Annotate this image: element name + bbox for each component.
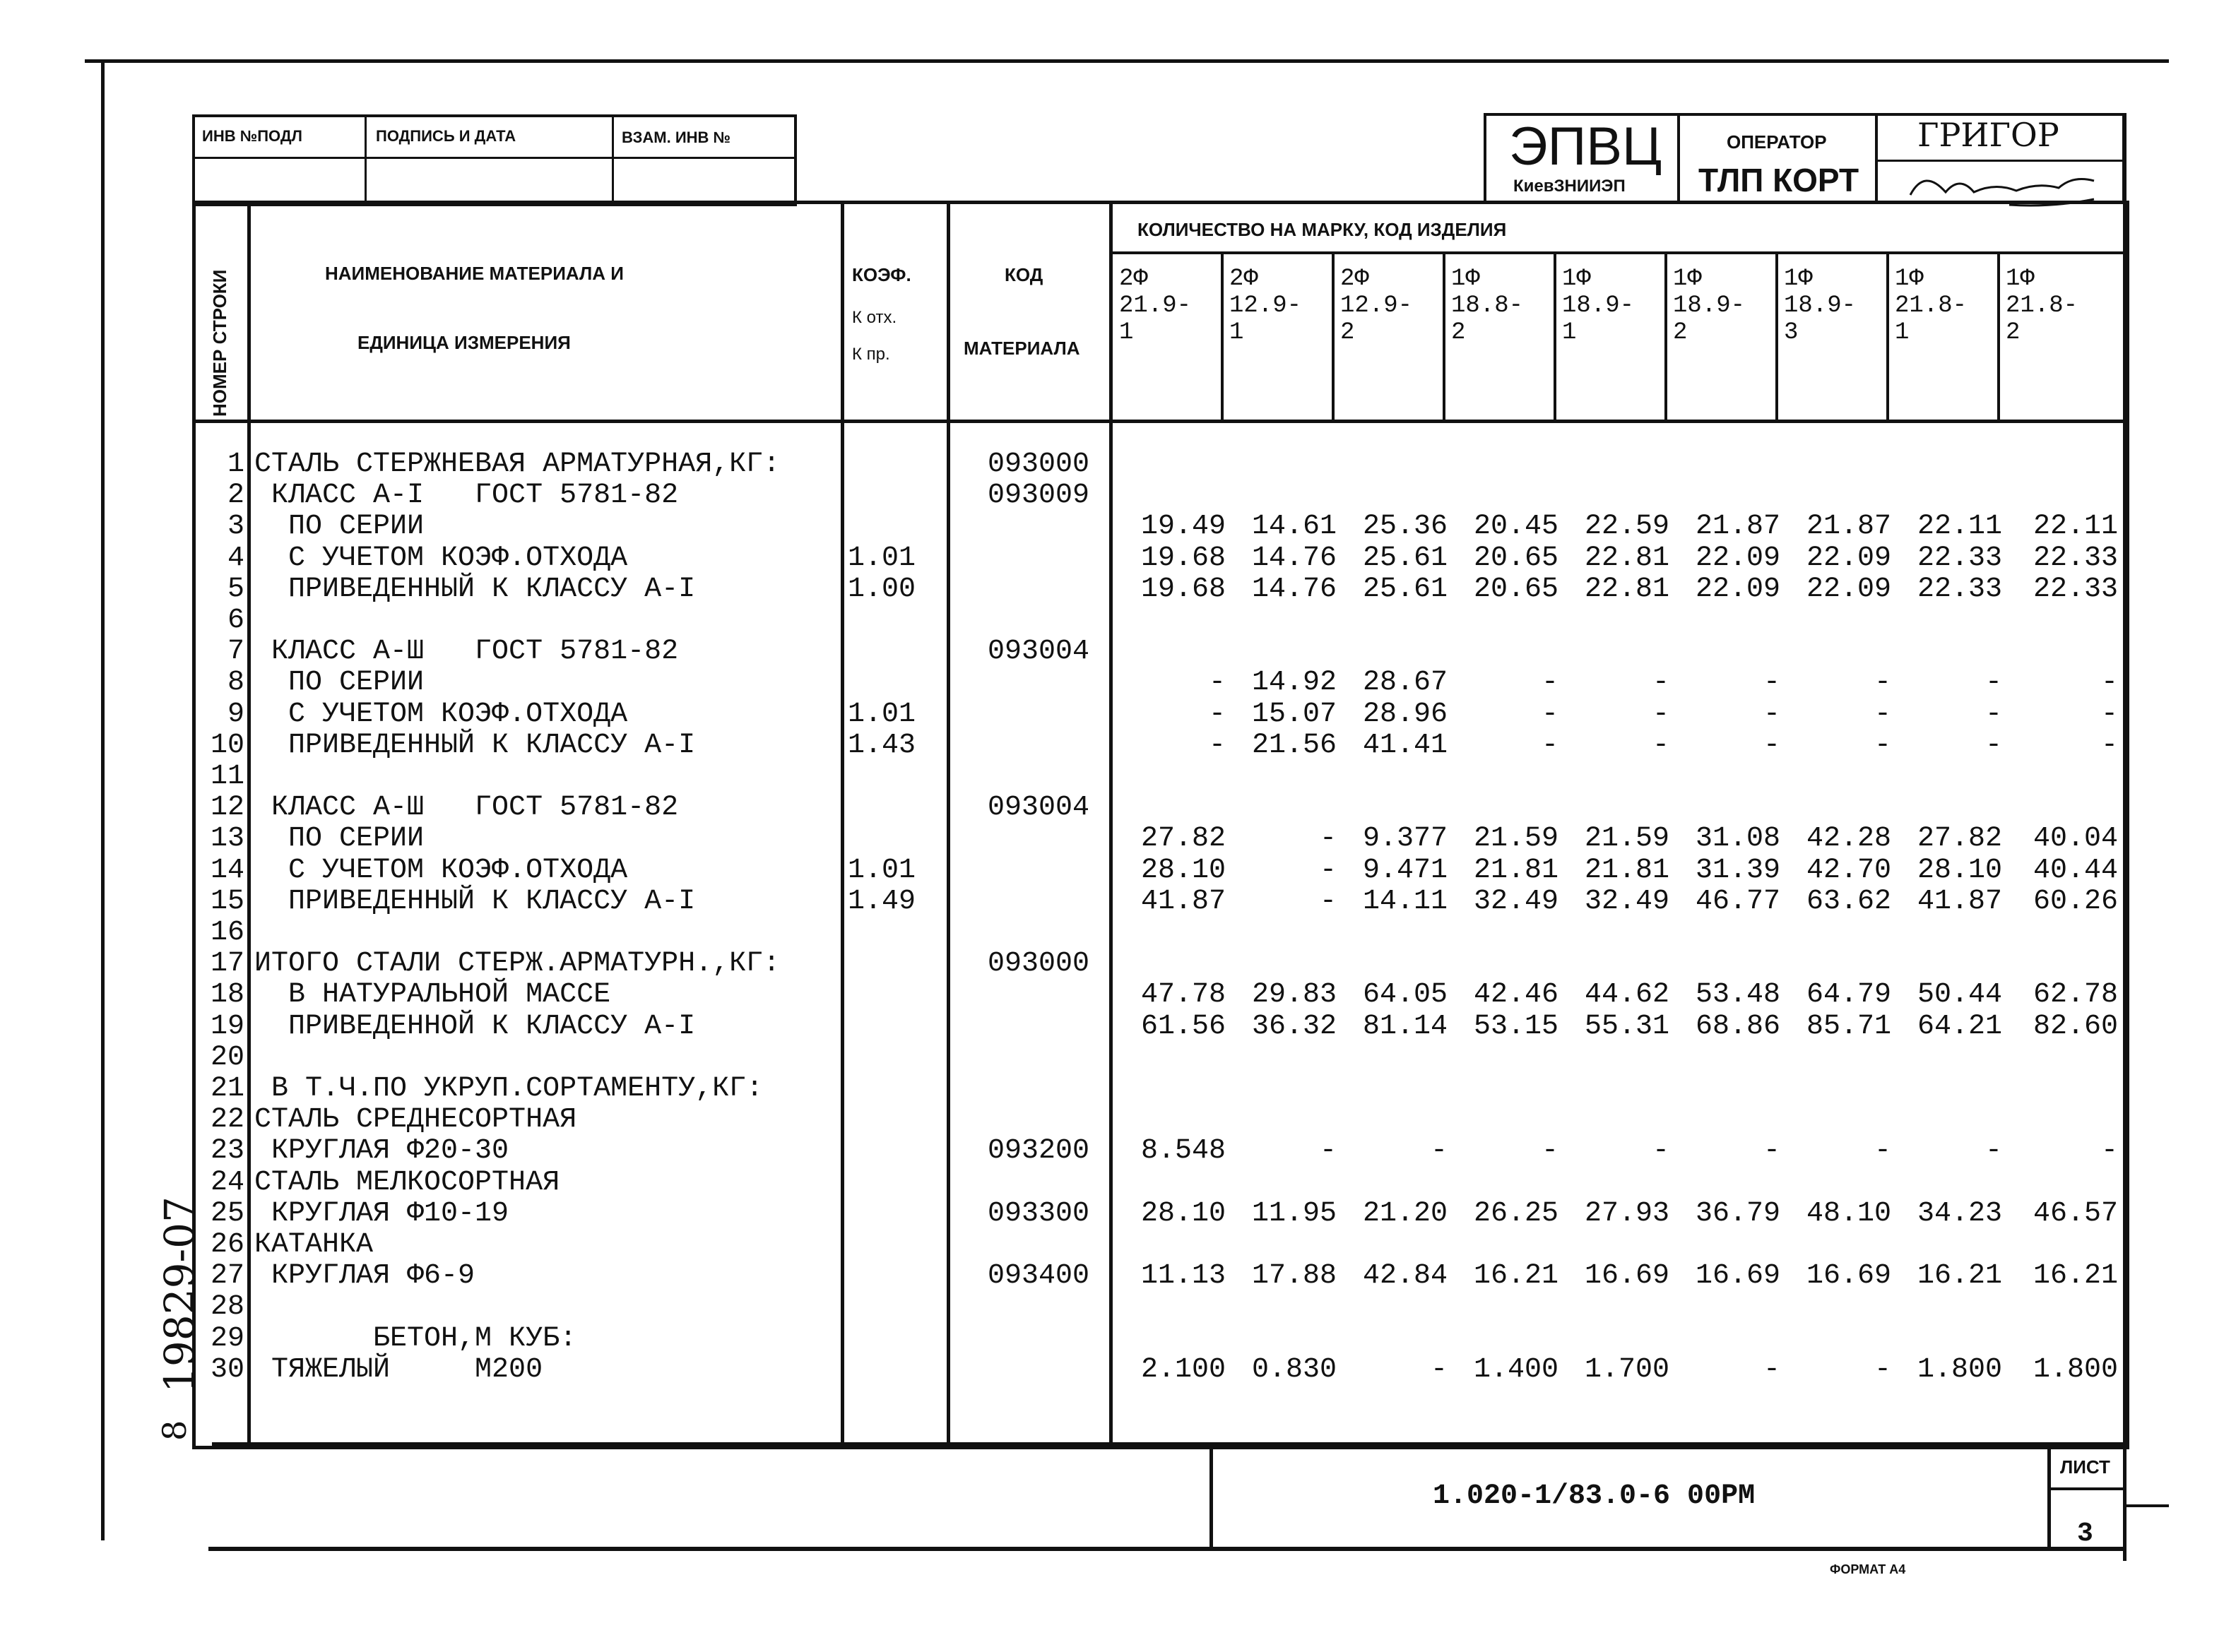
quantity-cell: 61.56 [1140,1010,1226,1042]
quantity-cell: 27.82 [1140,823,1226,855]
row-material-name: КАТАНКА [254,1229,374,1261]
quantity-cell: 21.59 [1473,823,1558,855]
quantity-cell: 46.77 [1695,885,1780,917]
product-column-header-4-l2: 18.8- [1451,292,1524,319]
quantity-cell: - [1874,729,1891,761]
quantity-cell: - [1208,667,1226,699]
product-column-header-6-l1: 1Ф [1673,266,1702,292]
quantity-cell: 48.10 [1806,1197,1891,1230]
quantity-cell: 26.25 [1473,1197,1558,1230]
quantity-cell: 32.49 [1473,885,1558,917]
product-column-header-7-l2: 18.9- [1784,292,1857,319]
koef-header-line3: К пр. [852,345,890,364]
quantity-cell: 16.21 [1473,1260,1558,1293]
product-column-header-1-l3: 1 [1119,319,1134,346]
quantity-cell: 53.48 [1695,979,1780,1011]
quantity-cell: 28.67 [1362,667,1448,699]
quantity-cell: 85.71 [1806,1010,1891,1042]
row-number: 12 [210,792,244,824]
row-number: 7 [227,636,244,668]
quantity-cell: - [1652,698,1669,730]
row-number: 2 [227,480,244,512]
product-column-header-8-l2: 21.8- [1895,292,1968,319]
material-header-line2: ЕДИНИЦА ИЗМЕРЕНИЯ [357,332,571,353]
row-material-name: ПО СЕРИИ [254,667,425,699]
row-number: 26 [210,1229,244,1261]
quantity-cell: 55.31 [1584,1010,1669,1042]
product-column-header-5-l1: 1Ф [1562,266,1591,292]
row-number: 4 [227,542,244,574]
row-number: 28 [210,1291,244,1324]
product-column-header-4-l1: 1Ф [1451,266,1480,292]
quantity-cell: 21.81 [1473,854,1558,886]
row-material-name: С УЧЕТОМ КОЭФ.ОТХОДА [254,854,628,886]
quantity-cell: - [1763,667,1780,699]
quantity-cell: 21.56 [1251,729,1337,761]
quantity-cell: 36.79 [1695,1197,1780,1230]
quantity-cell: 22.09 [1806,542,1891,574]
quantity-cell: 14.61 [1251,511,1337,543]
side-small-number: 8 [155,1420,194,1441]
row-material-name: ТЯЖЕЛЫЙ М200 [254,1353,543,1386]
quantity-cell: 16.69 [1584,1260,1669,1293]
quantity-cell: 25.36 [1362,511,1448,543]
quantity-cell: 31.39 [1695,854,1780,886]
quantity-cell: 16.69 [1695,1260,1780,1293]
row-material-name: КРУГЛАЯ Ф10-19 [254,1197,509,1230]
quantity-cell: 15.07 [1251,698,1337,730]
product-column-header-7-l3: 3 [1784,319,1799,346]
quantity-cell: - [1763,729,1780,761]
quantity-cell: 40.44 [2033,854,2118,886]
product-column-header-8-l3: 1 [1895,319,1910,346]
quantity-cell: 20.65 [1473,542,1558,574]
quantity-cell: - [1319,885,1337,917]
quantity-cell: 22.09 [1806,573,1891,605]
row-material-code: 093004 [988,636,1090,668]
row-material-name: КЛАСС А-I ГОСТ 5781-82 [254,480,679,512]
row-material-name: КЛАСС А-Ш ГОСТ 5781-82 [254,636,679,668]
quantity-cell: - [1430,1353,1448,1386]
quantity-cell: 46.57 [2033,1197,2118,1230]
quantity-cell: 19.68 [1140,542,1226,574]
quantity-cell: 42.70 [1806,854,1891,886]
quantity-cell: 25.61 [1362,542,1448,574]
row-number-header: НОМЕР СТРОКИ [209,269,230,417]
quantity-cell: 47.78 [1140,979,1226,1011]
row-material-name: В Т.Ч.ПО УКРУП.СОРТАМЕНТУ,КГ: [254,1073,764,1105]
row-material-code: 093000 [988,948,1090,980]
row-number: 27 [210,1260,244,1293]
quantity-cell: 64.05 [1362,979,1448,1011]
product-column-header-3-l3: 2 [1340,319,1355,346]
product-column-header-4-l3: 2 [1451,319,1466,346]
koef-header-line1: КОЭФ. [852,264,911,285]
row-number: 1 [227,448,244,480]
product-column-header-6-l2: 18.9- [1673,292,1746,319]
quantity-cell: 41.41 [1362,729,1448,761]
quantity-cell: 20.65 [1473,573,1558,605]
row-material-name: КРУГЛАЯ Ф6-9 [254,1260,475,1293]
product-column-header-5-l2: 18.9- [1562,292,1635,319]
row-number: 20 [210,1041,244,1074]
quantity-cell: 11.95 [1251,1197,1337,1230]
quantity-cell: - [1541,1135,1558,1167]
format-label: ФОРМАТ А4 [1830,1562,1906,1576]
quantity-cell: 27.93 [1584,1197,1669,1230]
row-number: 15 [210,885,244,917]
quantity-cell: 42.46 [1473,979,1558,1011]
quantity-cell: 20.45 [1473,511,1558,543]
quantity-cell: 36.32 [1251,1010,1337,1042]
quantity-cell: 29.83 [1251,979,1337,1011]
quantity-cell: 11.13 [1140,1260,1226,1293]
row-number: 17 [210,948,244,980]
row-number: 6 [227,605,244,636]
quantity-cell: 22.33 [1917,542,2002,574]
row-material-name: КРУГЛАЯ Ф20-30 [254,1135,509,1167]
quantity-cell: 22.33 [2033,542,2118,574]
row-material-name: ПРИВЕДЕННЫЙ К КЛАССУ А-I [254,729,696,761]
row-material-name: ПРИВЕДЕННЫЙ К КЛАССУ А-I [254,573,696,605]
product-column-header-2-l3: 1 [1229,319,1244,346]
material-header-line1: НАИМЕНОВАНИЕ МАТЕРИАЛА И [325,263,624,284]
product-column-header-1-l2: 21.9- [1119,292,1192,319]
row-number: 30 [210,1353,244,1386]
vzam-inv-label: ВЗАМ. ИНВ № [622,129,731,146]
quantity-cell: - [1984,729,2002,761]
quantity-cell: 62.78 [2033,979,2118,1011]
code-header-line1: КОД [1005,264,1043,285]
quantity-cell: - [1763,698,1780,730]
quantity-cell: 19.68 [1140,573,1226,605]
row-number: 23 [210,1135,244,1167]
quantity-cell: 19.49 [1140,511,1226,543]
row-number: 5 [227,573,244,605]
quantity-cell: - [1874,698,1891,730]
quantity-cell: 17.88 [1251,1260,1337,1293]
name-value: ГРИГОР [1917,116,2059,154]
row-material-name: С УЧЕТОМ КОЭФ.ОТХОДА [254,698,628,730]
quantity-cell: - [1874,1135,1891,1167]
row-koef: 1.43 [848,729,916,761]
top-left-stamp [192,114,797,206]
row-number: 22 [210,1104,244,1136]
frame-top-line [85,59,2169,63]
product-column-header-9-l3: 2 [2006,319,2021,346]
quantity-cell: 25.61 [1362,573,1448,605]
row-koef: 1.01 [848,698,916,730]
sheet-label: ЛИСТ [2060,1456,2110,1478]
quantity-cell: - [1984,1135,2002,1167]
quantity-cell: 14.76 [1251,573,1337,605]
quantity-cell: - [1984,698,2002,730]
quantity-cell: 50.44 [1917,979,2002,1011]
quantity-cell: - [1208,729,1226,761]
row-material-code: 093009 [988,480,1090,512]
quantity-cell: 1.800 [2033,1353,2118,1386]
quantity-cell: 1.400 [1473,1353,1558,1386]
operator-label: ОПЕРАТОР [1727,131,1827,153]
row-koef: 1.01 [848,542,916,574]
quantity-cell: - [1319,1135,1337,1167]
row-number: 29 [210,1322,244,1355]
row-material-code: 093004 [988,792,1090,824]
row-number: 19 [210,1010,244,1042]
quantity-cell: 64.21 [1917,1010,2002,1042]
quantity-cell: 27.82 [1917,823,2002,855]
quantity-cell: 14.76 [1251,542,1337,574]
quantity-cell: 1.800 [1917,1353,2002,1386]
quantity-cell: 42.84 [1362,1260,1448,1293]
quantity-cell: 9.377 [1362,823,1448,855]
product-column-header-3-l2: 12.9- [1340,292,1413,319]
quantity-cell: - [1319,823,1337,855]
row-number: 8 [227,667,244,699]
quantity-cell: 22.33 [1917,573,2002,605]
row-material-name: ПРИВЕДЕННОЙ К КЛАССУ А-I [254,1010,696,1042]
quantity-cell: 42.28 [1806,823,1891,855]
quantity-cell: 28.96 [1362,698,1448,730]
row-material-name: ПО СЕРИИ [254,511,425,543]
row-material-name: В НАТУРАЛЬНОЙ МАССЕ [254,979,611,1011]
row-material-code: 093400 [988,1260,1090,1293]
row-number: 21 [210,1073,244,1105]
quantity-cell: 21.81 [1584,854,1669,886]
quantity-cell: 14.92 [1251,667,1337,699]
product-column-header-5-l3: 1 [1562,319,1577,346]
quantity-cell: - [1763,1135,1780,1167]
quantity-cell: 40.04 [2033,823,2118,855]
side-inventory-number: 19829-07 [155,1196,203,1393]
quantity-cell: 82.60 [2033,1010,2118,1042]
quantity-cell: 21.87 [1806,511,1891,543]
quantity-cell: 16.69 [1806,1260,1891,1293]
quantity-cell: 16.21 [2033,1260,2118,1293]
product-column-header-2-l1: 2Ф [1229,266,1258,292]
quantity-cell: - [1319,854,1337,886]
quantity-cell: - [1541,667,1558,699]
document-code: 1.020-1/83.0-6 00РМ [1433,1480,1756,1512]
operator-value: ТЛП КОРТ [1698,162,1859,198]
quantity-cell: 8.548 [1140,1135,1226,1167]
quantity-cell: 53.15 [1473,1010,1558,1042]
row-material-code: 093200 [988,1135,1090,1167]
quantity-cell: 9.471 [1362,854,1448,886]
koef-header-line2: К отх. [852,308,897,327]
product-column-header-9-l1: 1Ф [2006,266,2035,292]
row-number: 13 [210,823,244,855]
row-number: 25 [210,1197,244,1230]
product-column-header-6-l3: 2 [1673,319,1688,346]
quantity-cell: - [1984,667,2002,699]
quantity-header-title: КОЛИЧЕСТВО НА МАРКУ, КОД ИЗДЕЛИЯ [1137,219,1507,240]
top-right-stamp [1484,113,2125,203]
row-material-name: С УЧЕТОМ КОЭФ.ОТХОДА [254,542,628,574]
row-material-name: ПРИВЕДЕННЫЙ К КЛАССУ А-I [254,885,696,917]
product-column-header-7-l1: 1Ф [1784,266,1813,292]
quantity-cell: 22.11 [2033,511,2118,543]
quantity-cell: 16.21 [1917,1260,2002,1293]
signature-date-label: ПОДПИСЬ И ДАТА [376,127,516,145]
quantity-cell: 28.10 [1140,854,1226,886]
quantity-cell: 22.59 [1584,511,1669,543]
quantity-cell: - [2100,1135,2118,1167]
quantity-cell: 22.81 [1584,542,1669,574]
quantity-cell: 32.49 [1584,885,1669,917]
sheet-number: 3 [2077,1519,2093,1549]
quantity-cell: - [1763,1353,1780,1386]
product-column-header-8-l1: 1Ф [1895,266,1924,292]
row-number: 14 [210,854,244,886]
quantity-cell: - [1541,729,1558,761]
quantity-cell: 28.10 [1140,1197,1226,1230]
row-material-name: СТАЛЬ СРЕДНЕСОРТНАЯ [254,1104,577,1136]
quantity-cell: 14.11 [1362,885,1448,917]
quantity-cell: - [2100,667,2118,699]
product-column-header-9-l2: 21.8- [2006,292,2078,319]
org-name: ЭПВЦ [1509,117,1662,177]
org-sub: КиевЗНИИЭП [1513,177,1626,196]
quantity-cell: - [2100,698,2118,730]
quantity-cell: 81.14 [1362,1010,1448,1042]
quantity-cell: 22.09 [1695,542,1780,574]
bottom-frame-line [208,1547,2126,1551]
quantity-cell: 34.23 [1917,1197,2002,1230]
row-number: 11 [210,761,244,792]
quantity-cell: - [1652,729,1669,761]
row-material-name: КЛАСС А-Ш ГОСТ 5781-82 [254,792,679,824]
quantity-cell: 21.20 [1362,1197,1448,1230]
code-header-line2: МАТЕРИАЛА [964,338,1080,359]
row-material-name: ИТОГО СТАЛИ СТЕРЖ.АРМАТУРН.,КГ: [254,948,781,980]
product-column-header-1-l1: 2Ф [1119,266,1148,292]
product-column-header-2-l2: 12.9- [1229,292,1302,319]
quantity-cell: - [2100,729,2118,761]
quantity-cell: - [1652,1135,1669,1167]
frame-left-line [101,61,105,1540]
row-number: 3 [227,511,244,543]
row-material-code: 093300 [988,1197,1090,1230]
quantity-cell: - [1874,667,1891,699]
quantity-cell: 41.87 [1917,885,2002,917]
quantity-cell: 2.100 [1140,1353,1226,1386]
quantity-cell: 44.62 [1584,979,1669,1011]
quantity-cell: 22.11 [1917,511,2002,543]
row-number: 24 [210,1166,244,1199]
row-material-name: СТАЛЬ МЕЛКОСОРТНАЯ [254,1166,560,1199]
row-number: 16 [210,917,244,949]
quantity-cell: - [1541,698,1558,730]
quantity-cell: 21.87 [1695,511,1780,543]
quantity-cell: 64.79 [1806,979,1891,1011]
quantity-cell: - [1874,1353,1891,1386]
row-material-code: 093000 [988,448,1090,480]
quantity-cell: 28.10 [1917,854,2002,886]
quantity-cell: 60.26 [2033,885,2118,917]
quantity-cell: 41.87 [1140,885,1226,917]
row-number: 18 [210,979,244,1011]
row-koef: 1.49 [848,885,916,917]
quantity-cell: 31.08 [1695,823,1780,855]
quantity-cell: 22.81 [1584,573,1669,605]
row-koef: 1.00 [848,573,916,605]
quantity-cell: 22.33 [2033,573,2118,605]
quantity-cell: 63.62 [1806,885,1891,917]
quantity-cell: - [1652,667,1669,699]
row-material-name: СТАЛЬ СТЕРЖНЕВАЯ АРМАТУРНАЯ,КГ: [254,448,781,480]
quantity-cell: - [1430,1135,1448,1167]
row-number: 10 [210,729,244,761]
quantity-cell: 0.830 [1251,1353,1337,1386]
row-koef: 1.01 [848,854,916,886]
product-column-header-3-l1: 2Ф [1340,266,1369,292]
quantity-cell: 22.09 [1695,573,1780,605]
row-material-name: БЕТОН,М КУБ: [254,1322,577,1355]
row-number: 9 [227,698,244,730]
quantity-cell: 21.59 [1584,823,1669,855]
quantity-cell: 68.86 [1695,1010,1780,1042]
quantity-cell: 1.700 [1584,1353,1669,1386]
row-material-name: ПО СЕРИИ [254,823,425,855]
inv-podl-label: ИНВ №ПОДЛ [202,127,302,145]
quantity-cell: - [1208,698,1226,730]
